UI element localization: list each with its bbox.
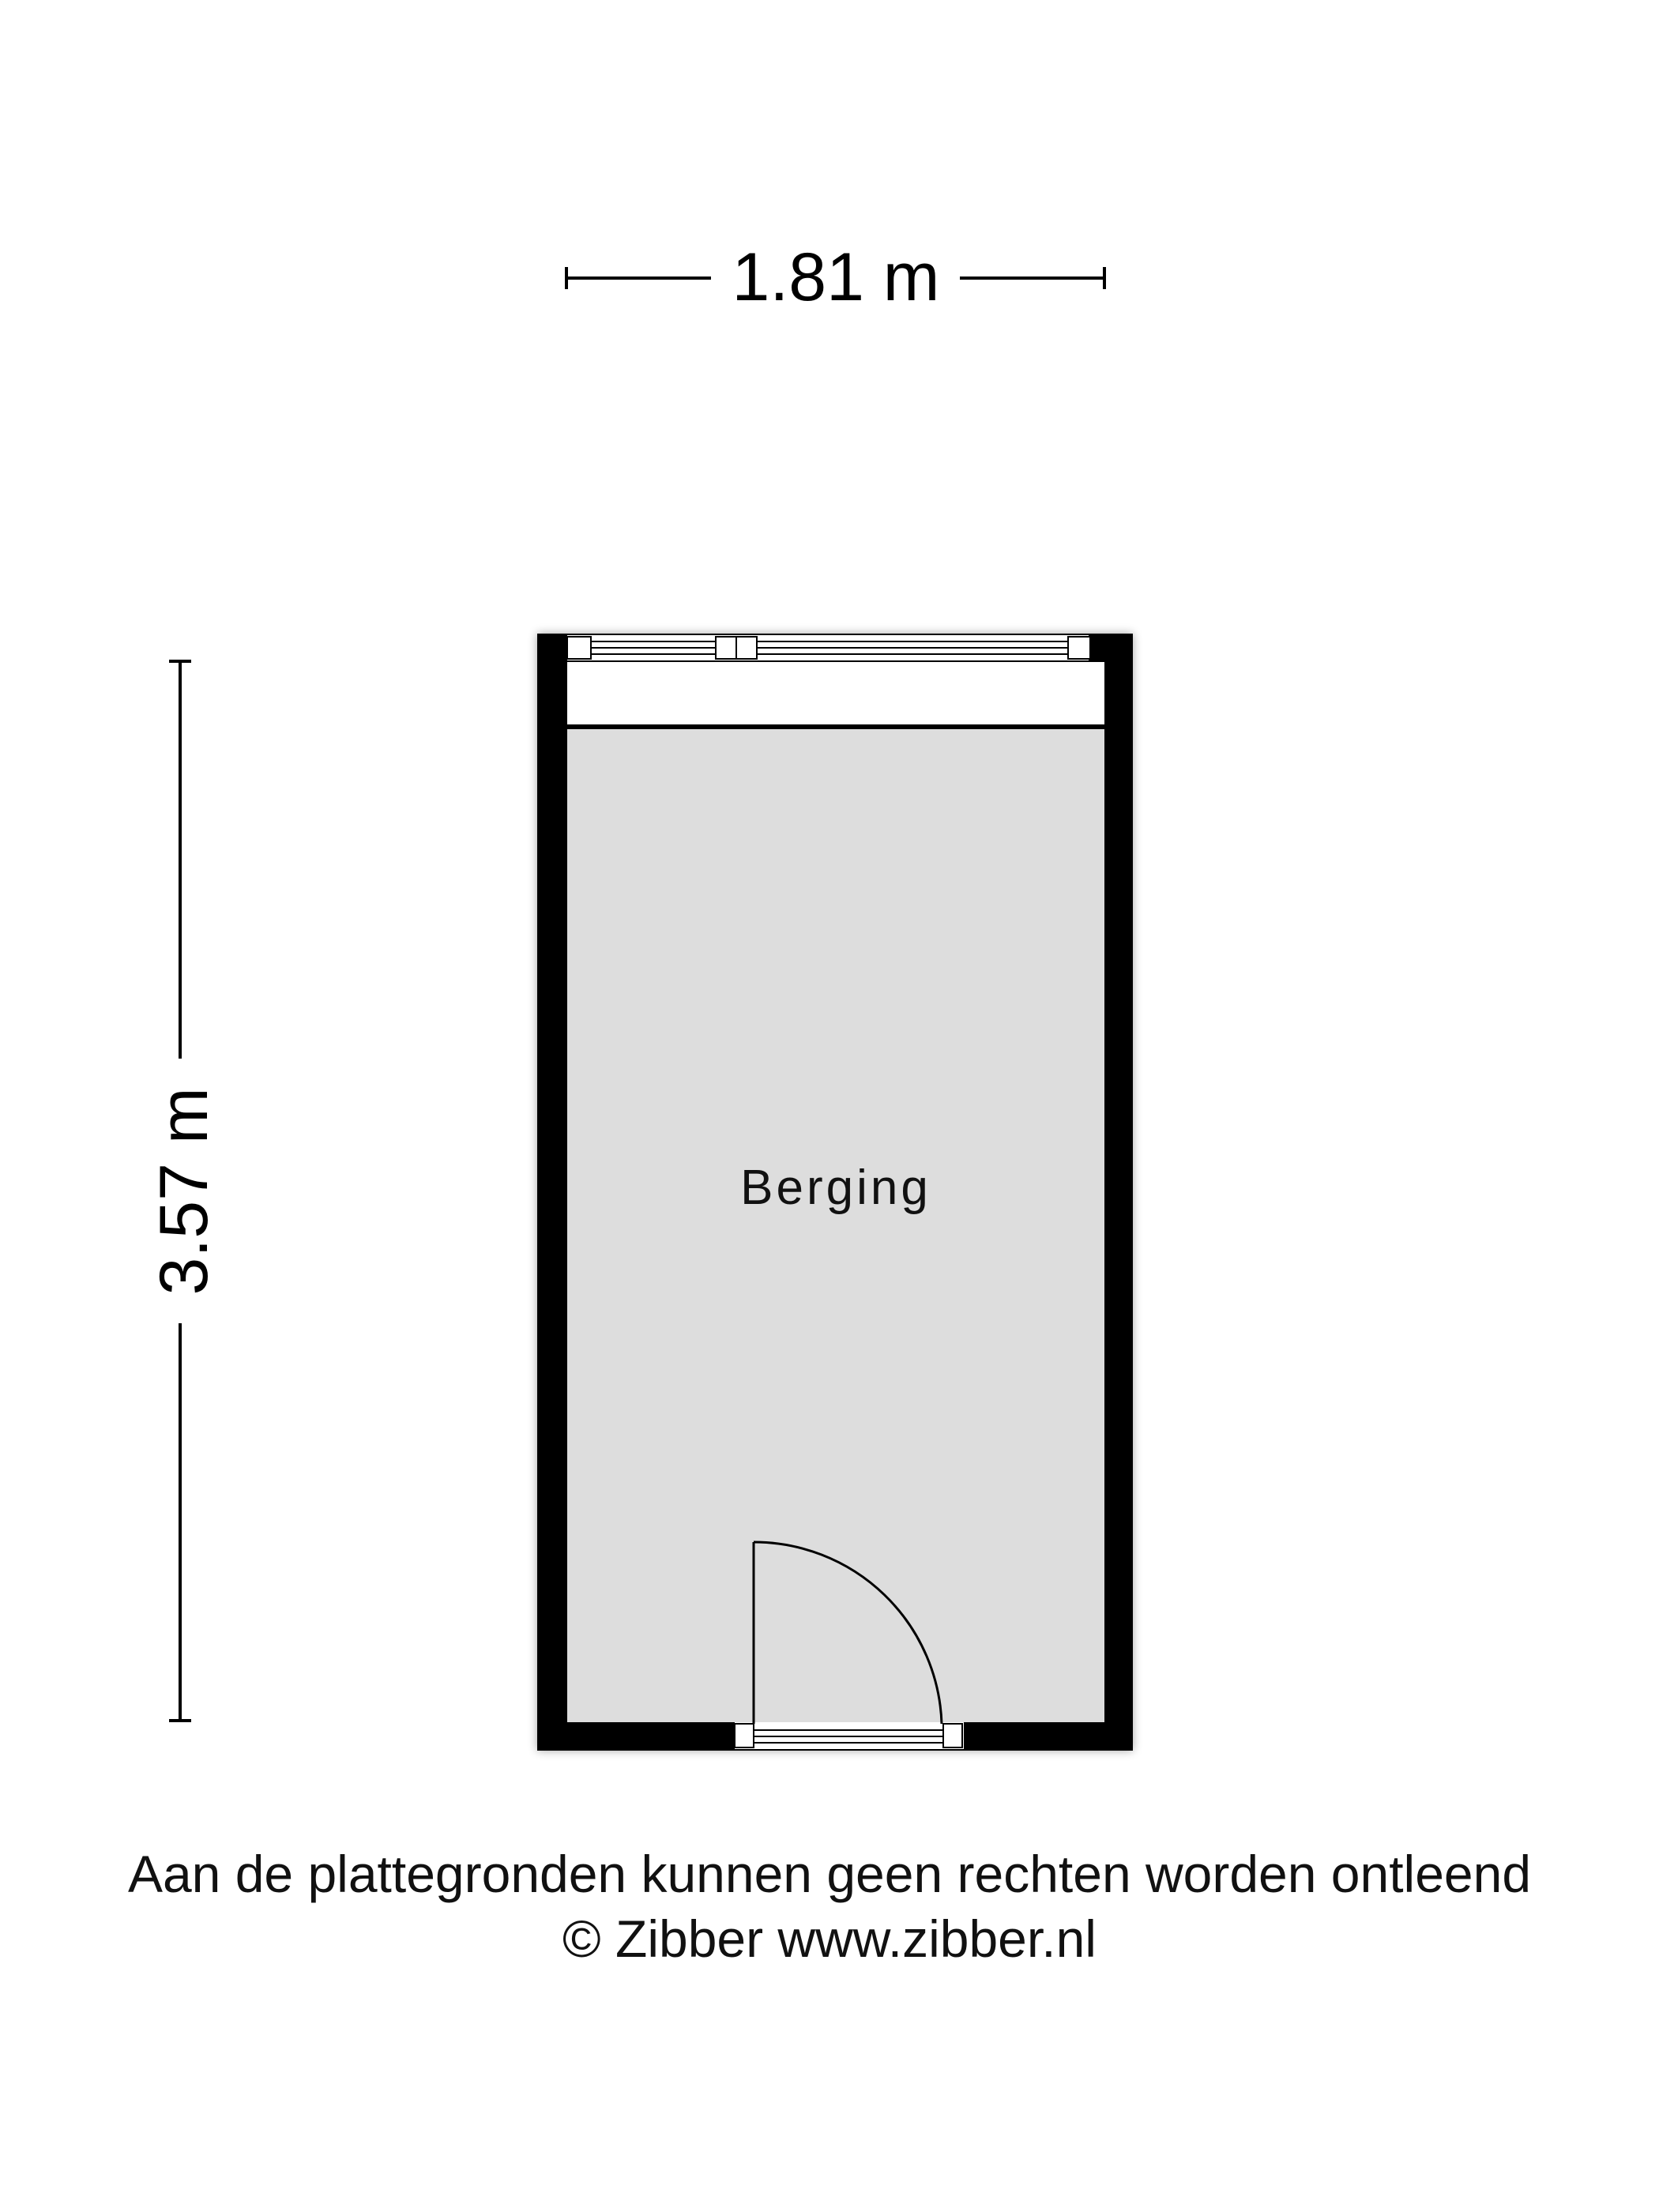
disclaimer-text: Aan de plattegronden kunnen geen rechten worden ontleend — [127, 1845, 1532, 1903]
window-top — [567, 635, 1090, 660]
height-dimension — [146, 661, 222, 1721]
copyright-text: © Zibber www.zibber.nl — [562, 1909, 1097, 1968]
width-label: 1.81 m — [732, 239, 940, 315]
room-floor — [567, 727, 1104, 1722]
room-label: Berging — [740, 1161, 931, 1215]
shelf-area — [567, 662, 1104, 727]
height-label: 3.57 m — [146, 1087, 222, 1296]
width-dimension — [566, 239, 1104, 315]
